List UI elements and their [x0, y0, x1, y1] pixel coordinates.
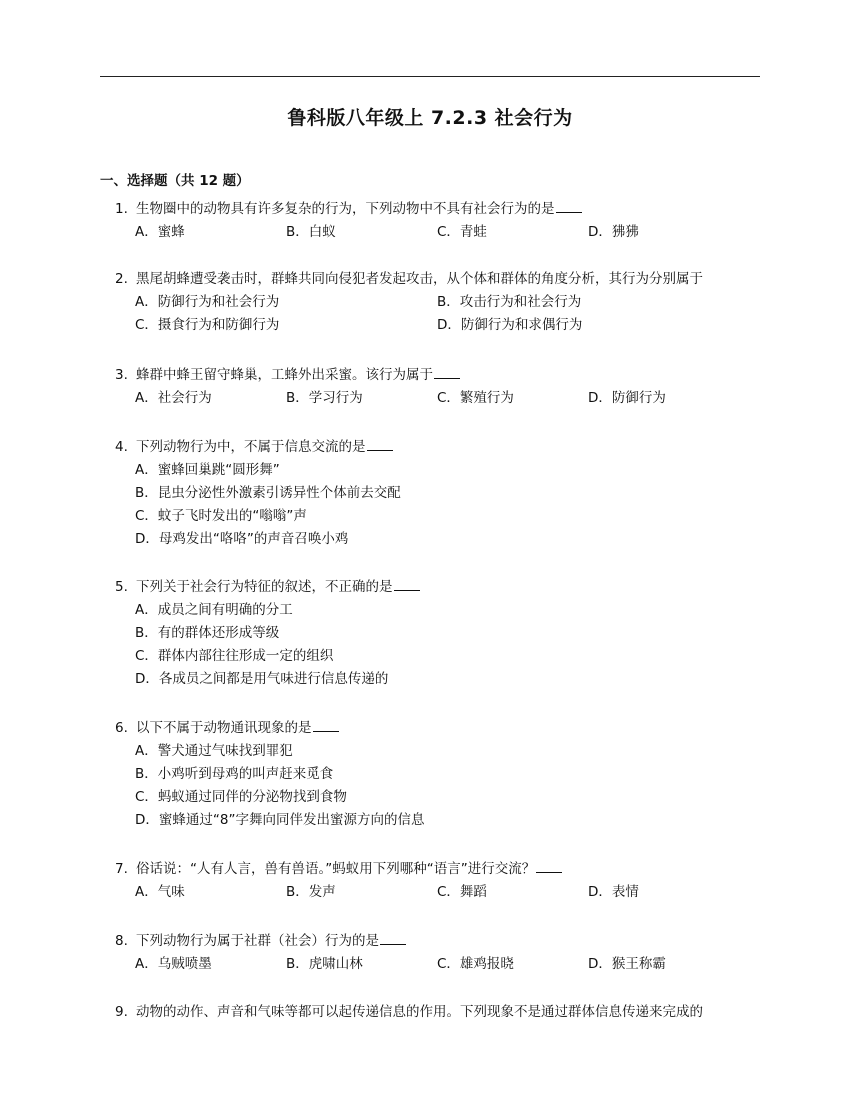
answer-blank	[434, 364, 460, 379]
answer-blank	[536, 858, 562, 873]
question-stem: 下列关于社会行为特征的叙述，不正确的是	[136, 579, 393, 595]
section-heading: 一、选择题（共 12 题）	[100, 173, 250, 189]
question-stem: 生物圈中的动物具有许多复杂的行为，下列动物中不具有社会行为的是	[136, 201, 555, 217]
question-1	[115, 198, 765, 244]
option-b: B．攻击行为和社会行为	[437, 294, 582, 310]
option-c: C．舞蹈	[437, 884, 487, 900]
option-c: C．群体内部往往形成一定的组织	[135, 648, 334, 664]
question-stem: 俗话说：“人有人言，兽有兽语。”蚂蚁用下列哪种“语言”进行交流？	[136, 861, 536, 877]
question-number: 5.	[115, 579, 128, 595]
answer-blank	[380, 930, 406, 945]
option-d: D．防御行为和求偶行为	[437, 317, 583, 333]
option-a: A．防御行为和社会行为	[135, 294, 280, 310]
option-c: C．青蛙	[437, 224, 487, 240]
option-d: D．防御行为	[588, 390, 666, 406]
option-c: C．雄鸡报晓	[437, 956, 514, 972]
question-stem: 下列动物行为属于社群（社会）行为的是	[136, 933, 379, 949]
question-stem: 黑尾胡蜂遭受袭击时，群蜂共同向侵犯者发起攻击，从个体和群体的角度分析，其行为分别属于	[136, 271, 703, 287]
question-number: 3.	[115, 367, 128, 383]
option-b: B．虎啸山林	[286, 956, 363, 972]
option-b: B．小鸡听到母鸡的叫声赶来觅食	[135, 766, 334, 782]
option-d: D．表情	[588, 884, 639, 900]
option-b: B．白蚁	[286, 224, 336, 240]
option-b: B．有的群体还形成等级	[135, 625, 280, 641]
question-stem: 以下不属于动物通讯现象的是	[136, 720, 312, 736]
option-b: B．昆虫分泌性外激素引诱异性个体前去交配	[135, 485, 401, 501]
option-a: A．乌贼喷墨	[135, 956, 212, 972]
question-number: 2.	[115, 271, 128, 287]
option-a: A．警犬通过气味找到罪犯	[135, 743, 293, 759]
option-c: C．繁殖行为	[437, 390, 514, 406]
question-7	[115, 858, 765, 904]
option-c: C．蚊子飞时发出的“嗡嗡”声	[135, 508, 307, 524]
question-number: 6.	[115, 720, 128, 736]
question-stem: 下列动物行为中，不属于信息交流的是	[136, 439, 366, 455]
question-5	[115, 576, 765, 691]
question-4	[115, 436, 765, 551]
option-d: D．猴王称霸	[588, 956, 666, 972]
option-d: D．蜜蜂通过“8”字舞向同伴发出蜜源方向的信息	[135, 812, 425, 828]
question-9	[115, 1001, 765, 1024]
question-number: 7.	[115, 861, 128, 877]
question-stem: 蜂群中蜂王留守蜂巢，工蜂外出采蜜。该行为属于	[136, 367, 433, 383]
option-c: C．摄食行为和防御行为	[135, 317, 280, 333]
option-b: B．发声	[286, 884, 336, 900]
option-a: A．蜜蜂	[135, 224, 185, 240]
option-d: D．母鸡发出“咯咯”的声音召唤小鸡	[135, 531, 349, 547]
answer-blank	[313, 717, 339, 732]
option-a: A．蜜蜂回巢跳“圆形舞”	[135, 462, 280, 478]
question-number: 9.	[115, 1004, 128, 1020]
option-a: A．气味	[135, 884, 185, 900]
question-number: 8.	[115, 933, 128, 949]
option-c: C．蚂蚁通过同伴的分泌物找到食物	[135, 789, 347, 805]
option-a: A．社会行为	[135, 390, 212, 406]
question-6	[115, 717, 765, 832]
header-rule	[100, 76, 760, 77]
question-stem: 动物的动作、声音和气味等都可以起传递信息的作用。下列现象不是通过群体信息传递来完成的	[136, 1004, 703, 1020]
option-a: A．成员之间有明确的分工	[135, 602, 293, 618]
question-3	[115, 364, 765, 410]
question-number: 4.	[115, 439, 128, 455]
question-number: 1.	[115, 201, 128, 217]
question-8	[115, 930, 765, 976]
option-b: B．学习行为	[286, 390, 363, 406]
answer-blank	[367, 436, 393, 451]
answer-blank	[556, 198, 582, 213]
answer-blank	[394, 576, 420, 591]
page-title: 鲁科版八年级上 7.2.3 社会行为	[287, 107, 573, 129]
option-d: D．狒狒	[588, 224, 639, 240]
option-d: D．各成员之间都是用气味进行信息传递的	[135, 671, 389, 687]
question-2	[115, 268, 765, 337]
